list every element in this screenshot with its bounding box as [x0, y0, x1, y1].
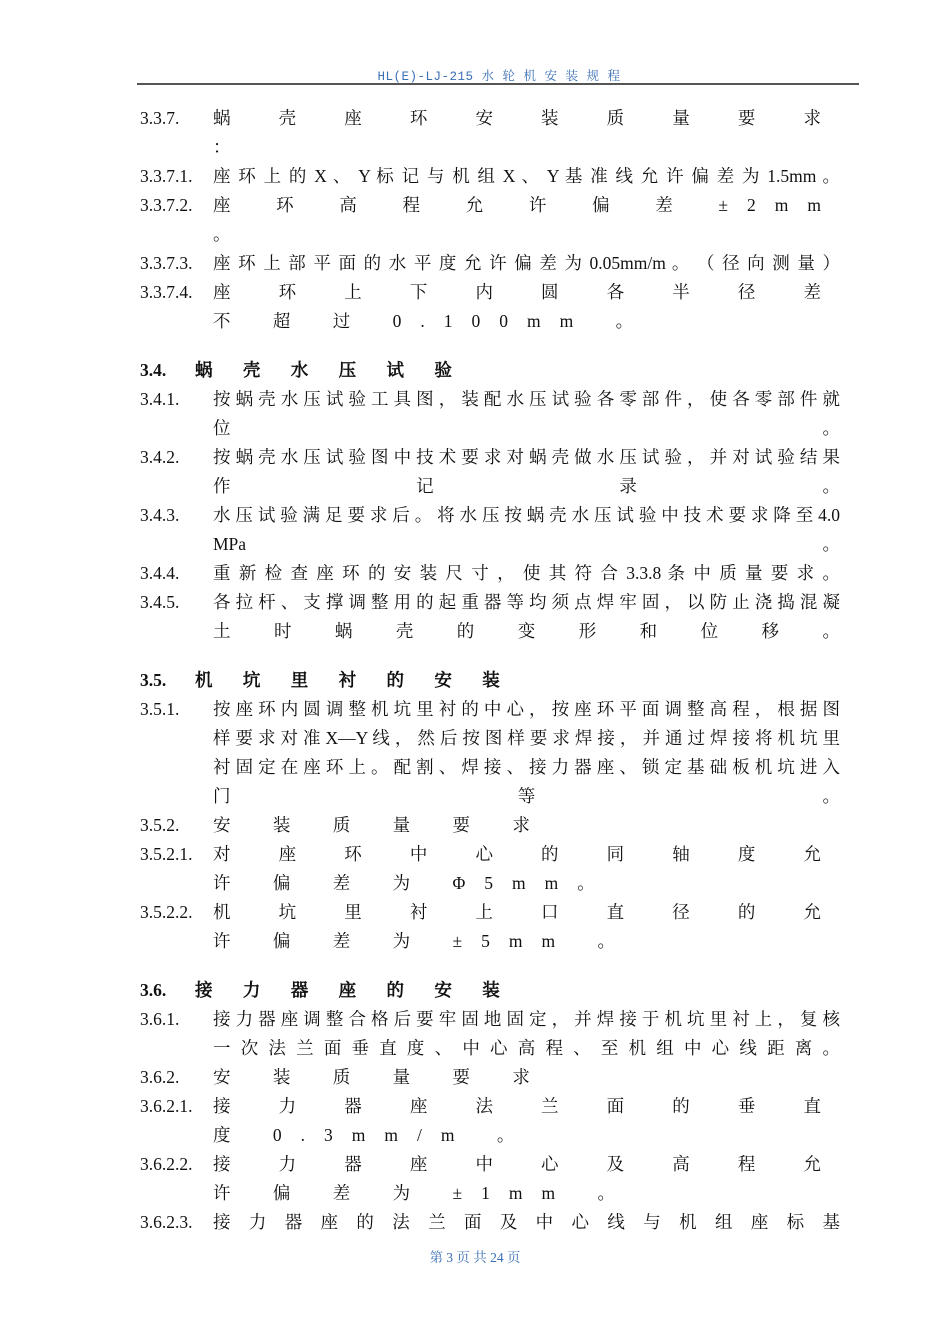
section-heading — [140, 976, 860, 1005]
page-footer: 第 3 页 共 24 页 — [429, 1250, 521, 1265]
clause — [140, 385, 860, 443]
clause — [140, 191, 860, 249]
clause-number: 3.5.2.1. — [140, 844, 193, 864]
clause-number: 3.6.2.1. — [140, 1096, 193, 1116]
section-title: 机 坑 里 衬 的 安 装 — [195, 670, 513, 690]
clause-number: 3.4.1. — [140, 389, 180, 409]
clause — [140, 1092, 860, 1150]
section-heading — [140, 356, 860, 385]
clause-number: 3.3.7.3. — [140, 253, 193, 273]
clause-text: 水 压 试 验 满 足 要 求 后 。 将 水 压 按 蜗 壳 水 压 试 验 中 技 术 要 求 降 至 4.0MPa 。 — [213, 505, 840, 554]
header-divider — [137, 83, 859, 85]
clause — [140, 104, 860, 162]
clause-number: 3.6.2.2. — [140, 1154, 193, 1174]
clause — [140, 1063, 860, 1092]
clause-number: 3.3.7.1. — [140, 166, 193, 186]
clause-text: 座 环 上 部 平 面 的 水 平 度 允 许 偏 差 为 0.05mm/m 。 （ 径 向 测 量 ） — [213, 253, 840, 273]
clause-text: 座 环 上 的 X 、 Y 标 记 与 机 组 X 、 Y 基 准 线 允 许 偏 差 为 1.5mm 。 — [213, 166, 840, 186]
clause-text: 机 坑 里 衬 上 口 直 径 的 允 许 偏 差 为 ±5mm 。 — [213, 902, 840, 951]
clause-text: 安 装 质 量 要 求 — [213, 815, 549, 835]
clause-text: 座 环 高 程 允 许 偏 差 ±2mm 。 — [213, 195, 840, 244]
clause — [140, 1005, 860, 1063]
clause-number: 3.3.7.2. — [140, 195, 193, 215]
section-title: 接 力 器 座 的 安 装 — [195, 980, 513, 1000]
clause-number: 3.5.2.2. — [140, 902, 193, 922]
clause-text: 重 新 检 查 座 环 的 安 装 尺 寸 ， 使 其 符 合 3.3.8 条 中 质 量 要 求 。 — [213, 563, 840, 583]
clause-text: 接 力 器 座 法 兰 面 的 垂 直 度 0.3mm/m 。 — [213, 1096, 840, 1145]
section-heading — [140, 666, 860, 695]
clause-number: 3.4.4. — [140, 563, 180, 583]
clause — [140, 898, 860, 956]
clause-number: 3.6.2.3. — [140, 1212, 193, 1232]
clause-number: 3.3.7. — [140, 108, 180, 128]
clause-number: 3.4.2. — [140, 447, 180, 467]
clause — [140, 278, 860, 336]
clause — [140, 501, 860, 559]
clause — [140, 840, 860, 898]
clause-number: 3.5.1. — [140, 699, 180, 719]
clause-number: 3.6.1. — [140, 1009, 180, 1029]
clause-text: 对 座 环 中 心 的 同 轴 度 允 许 偏 差 为 Φ5mm。 — [213, 844, 840, 893]
clause-number: 3.4.3. — [140, 505, 180, 525]
section-title: 蜗 壳 水 压 试 验 — [195, 360, 465, 380]
clause-number: 3.4.5. — [140, 592, 180, 612]
document-body — [140, 104, 860, 1237]
clause — [140, 559, 860, 588]
clause — [140, 249, 860, 278]
clause — [140, 1208, 860, 1237]
clause-text: 接 力 器 座 调 整 合 格 后 要 牢 固 地 固 定 ， 并 焊 接 于 机 坑 里 衬 上 ， 复 核 一 次 法 兰 面 垂 直 度 、 中 心 高 程 、 至 机 组 中 心 线 距 离 。 — [213, 1009, 840, 1058]
clause — [140, 162, 860, 191]
clause — [140, 695, 860, 811]
clause — [140, 811, 860, 840]
clause-text: 按 座 环 内 圆 调 整 机 坑 里 衬 的 中 心 ， 按 座 环 平 面 调 整 高 程 ， 根 据 图 样 要 求 对 准 X—Y 线 ， 然 后 按 图 样 要 求 焊 接 ， 并 通 过 焊 接 将 机 坑 里 衬 固 定 在 座 环 上 。 配 割 、 焊 接 、 接 力 器 座 、 锁 定 基 础 板 机 坑 进 入 门 等 。 — [213, 699, 840, 806]
clause-text: 按 蜗 壳 水 压 试 验 工 具 图 ， 装 配 水 压 试 验 各 零 部 件 ， 使 各 零 部 件 就 位 。 — [213, 389, 840, 438]
clause-text: 蜗 壳 座 环 安 装 质 量 要 求 ： — [213, 108, 840, 157]
clause-text: 接 力 器 座 的 法 兰 面 及 中 心 线 与 机 组 座 标 基 — [213, 1212, 840, 1232]
clause-text: 座 环 上 下 内 圆 各 半 径 差 不 超 过 0.100mm 。 — [213, 282, 840, 331]
clause-number: 3.6.2. — [140, 1067, 180, 1087]
clause-text: 安 装 质 量 要 求 — [213, 1067, 549, 1087]
clause-text: 接 力 器 座 中 心 及 高 程 允 许 偏 差 为 ±1mm 。 — [213, 1154, 840, 1203]
section-number: 3.5. — [140, 670, 167, 690]
section-number: 3.4. — [140, 360, 167, 380]
clause — [140, 588, 860, 646]
clause-number: 3.5.2. — [140, 815, 180, 835]
clause-text: 按 蜗 壳 水 压 试 验 图 中 技 术 要 求 对 蜗 壳 做 水 压 试 验 ， 并 对 试 验 结 果 作 记 录 。 — [213, 447, 840, 496]
page-header: HL(E)-LJ-215 水 轮 机 安 装 规 程 — [377, 70, 621, 84]
clause-text: 各 拉 杆 、 支 撑 调 整 用 的 起 重 器 等 均 须 点 焊 牢 固 ， 以 防 止 浇 捣 混 凝 土 时 蜗 壳 的 变 形 和 位 移 。 — [213, 592, 840, 641]
clause — [140, 1150, 860, 1208]
clause-number: 3.3.7.4. — [140, 282, 193, 302]
clause — [140, 443, 860, 501]
section-number: 3.6. — [140, 980, 167, 1000]
